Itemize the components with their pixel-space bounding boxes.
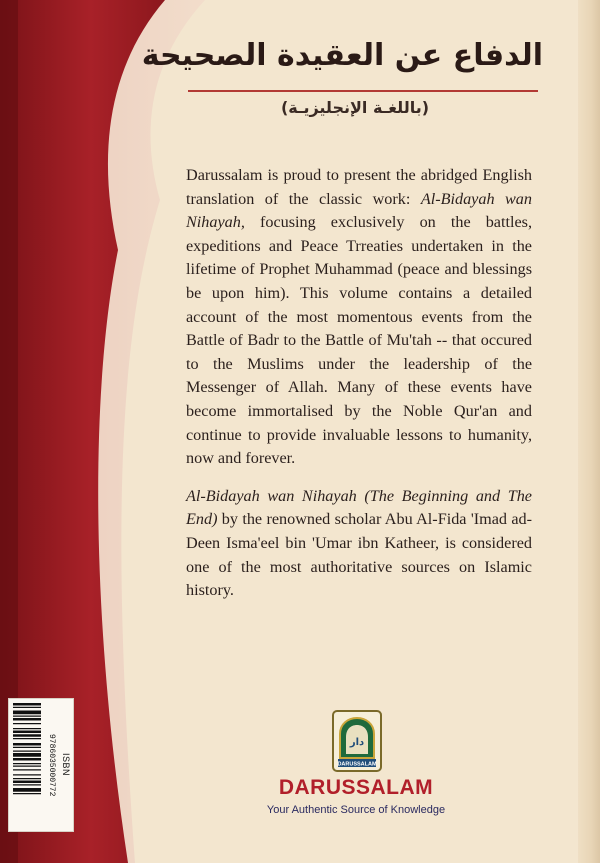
paragraph-2-rest: by the renowned scholar Abu Al-Fida 'Imad ad-Deen Isma'eel bin 'Umar ibn Katheer, is considered one of the most authoritative sources on Islamic history. bbox=[186, 510, 532, 600]
paragraph-2-book-title: Al-Bidayah wan Nihayah (The Beginning and The End) bbox=[186, 486, 532, 529]
title-divider bbox=[188, 90, 538, 92]
darussalam-logo-icon bbox=[332, 710, 382, 772]
description-text bbox=[186, 164, 532, 617]
paragraph-1-rest: focusing exclusively on the battles, expeditions and Peace Trreaties undertaken in the lifetime of Prophet Muhammad (peace and blessings be upon him). This volume contains a detailed account of the most momentous events from the Battle of Badr to the Battle of Mu'tah -- that occured to the Muslims under the leadership of the Messenger of Allah. Many of these events have become immortalised by the Noble Qur'an and continue to provide invaluable lessons to humanity, now and forever. bbox=[186, 213, 532, 468]
svg-text:دار: دار bbox=[349, 737, 365, 748]
svg-text:DARUSSALAM: DARUSSALAM bbox=[337, 761, 377, 768]
arabic-subtitle: (باللغـة الإنجليزيـة) bbox=[280, 98, 430, 117]
publisher-tagline: Your Authentic Source of Knowledge bbox=[266, 804, 446, 816]
arabic-title: الدفاع عن العقيدة الصحيحة bbox=[141, 38, 543, 73]
description-paragraph-2 bbox=[186, 485, 532, 603]
paragraph-1-lead: Darussalam is proud to present the abridged English translation of the classic work: bbox=[186, 166, 532, 208]
barcode-bars bbox=[13, 703, 41, 827]
description-paragraph-1 bbox=[186, 164, 532, 471]
spine-edge bbox=[578, 0, 600, 863]
paragraph-1-book-title: Al-Bidayah wan Nihayah, bbox=[186, 189, 532, 232]
isbn-label: ISBN bbox=[61, 753, 71, 777]
isbn-barcode bbox=[8, 698, 74, 832]
isbn-number: 9786035000772 bbox=[47, 733, 56, 797]
publisher-name: DARUSSALAM bbox=[278, 776, 434, 799]
